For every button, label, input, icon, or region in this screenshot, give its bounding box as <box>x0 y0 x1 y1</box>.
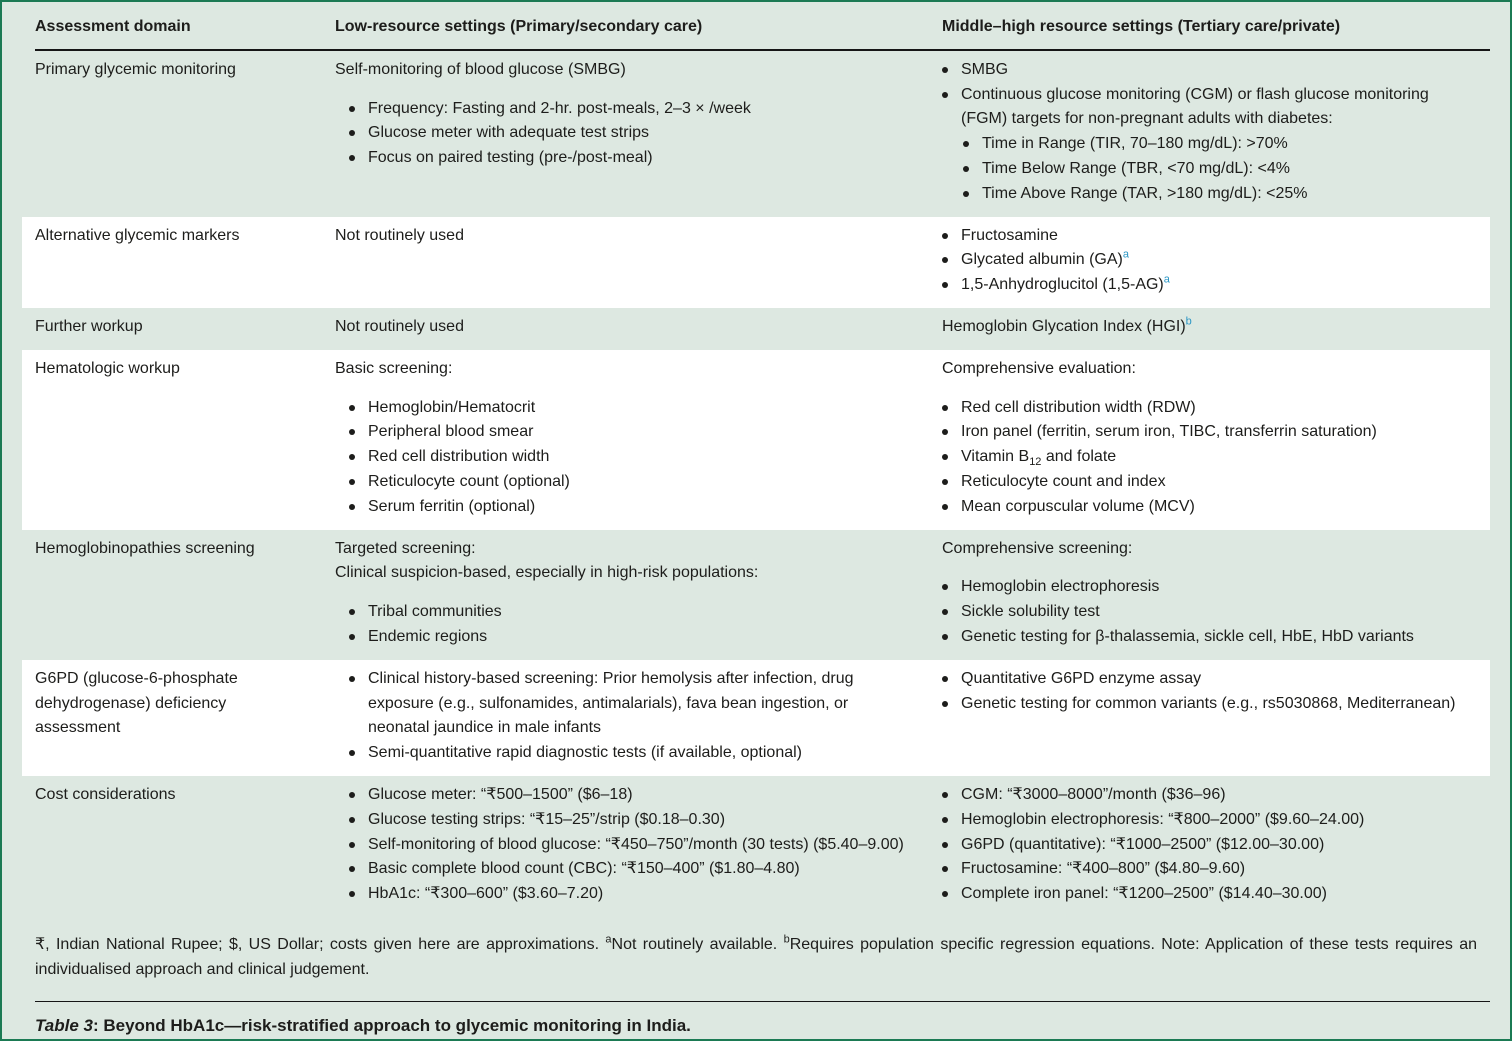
cell-line: Targeted screening: <box>335 539 476 557</box>
bullet-item <box>942 58 1470 83</box>
bullet-text: Fructosamine: “₹400–800” ($4.80–9.60) <box>961 860 1246 878</box>
cell-line: Self-monitoring of blood glucose (SMBG) <box>335 60 626 78</box>
bullet-text: Glucose meter with adequate test strips <box>368 124 650 142</box>
table-row <box>22 350 1490 530</box>
bullet-text: G6PD (quantitative): “₹1000–2500” ($12.00–30.00) <box>961 835 1325 853</box>
cell-low-resource <box>335 667 942 766</box>
bullet-text: Glucose meter: “₹500–1500” ($6–18) <box>368 785 633 803</box>
bullet-text: Complete iron panel: “₹1200–2500” ($14.40–30.00) <box>961 885 1327 903</box>
bullet-list <box>942 396 1470 520</box>
bullet-dot <box>349 429 355 435</box>
bullet-dot <box>942 792 948 798</box>
table-header-row <box>22 2 1490 49</box>
bullet-item <box>942 783 1470 808</box>
bullet-item <box>942 273 1470 298</box>
bullet-dot <box>942 584 948 590</box>
bullet-text: Reticulocyte count (optional) <box>368 472 570 490</box>
bullet-text: Semi-quantitative rapid diagnostic tests (if available, optional) <box>368 744 803 762</box>
bullet-item <box>335 783 904 808</box>
table-row <box>22 660 1490 776</box>
bullet-dot <box>963 166 969 172</box>
cell-assessment-domain: Cost considerations <box>35 785 176 803</box>
cell-line: Comprehensive evaluation: <box>942 359 1136 377</box>
bullet-item <box>335 146 904 171</box>
bullet-item <box>335 857 904 882</box>
bullet-item <box>335 445 904 470</box>
cell-assessment-domain: G6PD (glucose-6-phosphate dehydrogenase) deficiency assessment <box>35 669 238 737</box>
bullet-dot <box>942 609 948 615</box>
bullet-item <box>942 83 1470 133</box>
bullet-dot <box>942 67 948 73</box>
cell-line: Not routinely used <box>335 317 464 335</box>
footnote: ₹, Indian National Rupee; $, US Dollar; costs given here are approximations. $^a$Not routinely available. $^b$Requires population specific regression equations. Note: Application of these tests requires an individualised approach and clinical judgement. <box>35 933 1478 978</box>
bullet-item <box>335 396 904 421</box>
bullet-list <box>942 783 1470 907</box>
bullet-text: SMBG <box>961 60 1009 78</box>
bullet-dot <box>942 257 948 263</box>
bullet-text: Hemoglobin electrophoresis: “₹800–2000” ($9.60–24.00) <box>961 810 1365 828</box>
bullet-dot <box>963 141 969 147</box>
bullet-item <box>335 600 904 625</box>
bullet-dot <box>349 106 355 112</box>
cell-line: Comprehensive screening: <box>942 539 1133 557</box>
bullet-text: Iron panel (ferritin, serum iron, TIBC, transferrin saturation) <box>961 423 1377 441</box>
cell-low-resource <box>335 224 942 298</box>
bullet-dot <box>349 609 355 615</box>
bullet-item <box>335 470 904 495</box>
bullet-dot <box>942 282 948 288</box>
bullet-dot <box>349 130 355 136</box>
cell-line: Hemoglobin Glycation Index (HGI)$^b$ <box>942 315 1192 335</box>
table-row <box>22 217 1490 308</box>
bullet-text: Glucose testing strips: “₹15–25”/strip ($0.18–0.30) <box>368 810 726 828</box>
bullet-text: Hemoglobin electrophoresis <box>961 578 1160 596</box>
bullet-text: Time Above Range (TAR, >180 mg/dL): <25% <box>982 184 1308 202</box>
bullet-text: Tribal communities <box>368 603 502 621</box>
bullet-item <box>942 833 1470 858</box>
bullet-item <box>335 420 904 445</box>
column-header-low-resource: Low-resource settings (Primary/secondary care) <box>335 18 703 35</box>
bullet-text: Continuous glucose monitoring (CGM) or flash glucose monitoring (FGM) targets for non-pregnant adults with diabetes: <box>961 85 1429 128</box>
bullet-dot <box>942 817 948 823</box>
bullet-item <box>942 882 1470 907</box>
bullet-list <box>942 58 1470 207</box>
bullet-text: Genetic testing for common variants (e.g., rs5030868, Mediterranean) <box>961 694 1456 712</box>
bullet-item <box>942 224 1470 249</box>
bullet-text: Serum ferritin (optional) <box>368 497 536 515</box>
bullet-item <box>942 857 1470 882</box>
column-header-assessment-domain: Assessment domain <box>35 18 191 35</box>
bullet-text: Basic complete blood count (CBC): “₹150–400” ($1.80–4.80) <box>368 860 800 878</box>
bullet-dot <box>349 155 355 161</box>
bullet-item <box>942 575 1470 600</box>
bullet-item <box>963 132 1470 157</box>
bullet-text: Fructosamine <box>961 226 1058 244</box>
bullet-item <box>335 808 904 833</box>
bullet-item <box>335 121 904 146</box>
bullet-text: Genetic testing for β-thalassemia, sickle cell, HbE, HbD variants <box>961 627 1414 645</box>
bullet-dot <box>349 891 355 897</box>
bullet-text: Quantitative G6PD enzyme assay <box>961 669 1202 687</box>
cell-middle-high-resource <box>942 783 1490 907</box>
bullet-dot <box>349 866 355 872</box>
bullet-item <box>963 157 1470 182</box>
bullet-dot <box>349 504 355 510</box>
bullet-text: Self-monitoring of blood glucose: “₹450–750”/month (30 tests) ($5.40–9.00) <box>368 835 904 853</box>
bullet-list <box>335 97 904 171</box>
cell-line: Clinical suspicion-based, especially in high-risk populations: <box>335 564 759 582</box>
column-header-middle-high-resource: Middle–high resource settings (Tertiary care/private) <box>942 18 1341 35</box>
bullet-text: Hemoglobin/Hematocrit <box>368 398 536 416</box>
bullet-dot <box>349 792 355 798</box>
cell-middle-high-resource <box>942 315 1490 340</box>
bullet-dot <box>349 676 355 682</box>
bullet-item <box>942 420 1470 445</box>
bullet-item <box>942 808 1470 833</box>
table-body <box>22 51 1490 917</box>
bullet-item <box>942 692 1470 717</box>
caption-text: : Beyond HbA1c—risk-stratified approach to glycemic monitoring in India. <box>92 1015 691 1035</box>
bullet-dot <box>963 191 969 197</box>
bullet-list <box>942 667 1470 717</box>
bullet-dot <box>942 634 948 640</box>
bullet-item <box>335 667 904 741</box>
bullet-dot <box>942 479 948 485</box>
bullet-dot <box>942 891 948 897</box>
bullet-dot <box>349 634 355 640</box>
cell-assessment-domain: Hematologic workup <box>35 359 180 377</box>
bullet-item <box>335 833 904 858</box>
bullet-item <box>942 667 1470 692</box>
bullet-dot <box>942 405 948 411</box>
cell-middle-high-resource <box>942 58 1490 207</box>
bullet-dot <box>942 233 948 239</box>
cell-middle-high-resource <box>942 667 1490 766</box>
bullet-item <box>335 882 904 907</box>
cell-middle-high-resource <box>942 224 1490 298</box>
bullet-dot <box>349 842 355 848</box>
bullet-text: Peripheral blood smear <box>368 423 534 441</box>
bullet-item <box>942 396 1470 421</box>
bullet-text: Endemic regions <box>368 627 488 645</box>
bullet-text: HbA1c: “₹300–600” ($3.60–7.20) <box>368 885 604 903</box>
bullet-list <box>942 575 1470 649</box>
cell-low-resource <box>335 315 942 340</box>
bullet-item <box>942 248 1470 273</box>
cell-assessment-domain: Hemoglobinopathies screening <box>35 539 255 557</box>
bullet-dot <box>942 504 948 510</box>
cell-assessment-domain: Further workup <box>35 317 143 335</box>
table-row <box>22 308 1490 350</box>
table-row <box>22 51 1490 217</box>
bullet-item <box>335 741 904 766</box>
bullet-text: Clinical history-based screening: Prior hemolysis after infection, drug exposure (e.g., sulfonamides, antimalarials), fava bean ingestion, or neonatal jaundice in male infants <box>368 669 854 737</box>
bullet-list <box>942 224 1470 298</box>
cell-line: Basic screening: <box>335 359 453 377</box>
bullet-text: Red cell distribution width (RDW) <box>961 398 1196 416</box>
cell-low-resource <box>335 58 942 207</box>
cell-middle-high-resource <box>942 357 1490 520</box>
bullet-text: Vitamin $B_{12}$ and folate <box>961 448 1117 469</box>
cell-middle-high-resource <box>942 537 1490 650</box>
table-row <box>22 530 1490 660</box>
bullet-item <box>942 470 1470 495</box>
bullet-item <box>335 97 904 122</box>
bullet-text: Frequency: Fasting and 2-hr. post-meals, 2–3 × /week <box>368 99 751 117</box>
bullet-list <box>335 783 904 907</box>
bullet-dot <box>349 454 355 460</box>
bullet-list <box>335 667 904 766</box>
table-row <box>22 776 1490 917</box>
bullet-item <box>942 445 1470 470</box>
bullet-text: CGM: “₹3000–8000”/month ($36–96) <box>961 785 1226 803</box>
cell-line: Not routinely used <box>335 226 464 244</box>
bullet-dot <box>942 676 948 682</box>
bullet-text: Red cell distribution width <box>368 448 550 466</box>
bullet-text: Sickle solubility test <box>961 603 1100 621</box>
bullet-text: 1,5-Anhydroglucitol $(1,5-AG)^a$ <box>961 273 1170 294</box>
bullet-dot <box>349 479 355 485</box>
table-caption <box>35 1013 1490 1039</box>
bullet-dot <box>942 866 948 872</box>
cell-low-resource <box>335 783 942 907</box>
bullet-item <box>335 495 904 520</box>
bullet-dot <box>349 405 355 411</box>
bullet-item <box>942 600 1470 625</box>
cell-low-resource <box>335 537 942 650</box>
cell-assessment-domain: Alternative glycemic markers <box>35 226 240 244</box>
sub-bullet-list <box>963 132 1470 206</box>
bullet-list <box>335 600 904 650</box>
bullet-dot <box>942 454 948 460</box>
caption-rule <box>35 1001 1490 1002</box>
bullet-dot <box>942 842 948 848</box>
bullet-dot <box>349 817 355 823</box>
bullet-dot <box>942 92 948 98</box>
bullet-text: Glycated albumin (GA)$^a$ <box>961 249 1129 269</box>
bullet-text: Reticulocyte count and index <box>961 472 1166 490</box>
bullet-list <box>335 396 904 520</box>
bullet-item <box>963 182 1470 207</box>
bullet-text: Focus on paired testing (pre-/post-meal) <box>368 149 653 167</box>
bullet-dot <box>349 750 355 756</box>
bullet-text: Time Below Range (TBR, <70 mg/dL): <4% <box>982 159 1290 177</box>
cell-low-resource <box>335 357 942 520</box>
bullet-dot <box>942 429 948 435</box>
bullet-item <box>335 625 904 650</box>
bullet-text: Mean corpuscular volume (MCV) <box>961 497 1195 515</box>
bullet-dot <box>942 701 948 707</box>
bullet-item <box>942 625 1470 650</box>
cell-assessment-domain: Primary glycemic monitoring <box>35 60 236 78</box>
bullet-item <box>942 495 1470 520</box>
caption-label: Table 3 <box>35 1015 93 1035</box>
bullet-text: Time in Range (TIR, 70–180 mg/dL): >70% <box>982 135 1288 153</box>
